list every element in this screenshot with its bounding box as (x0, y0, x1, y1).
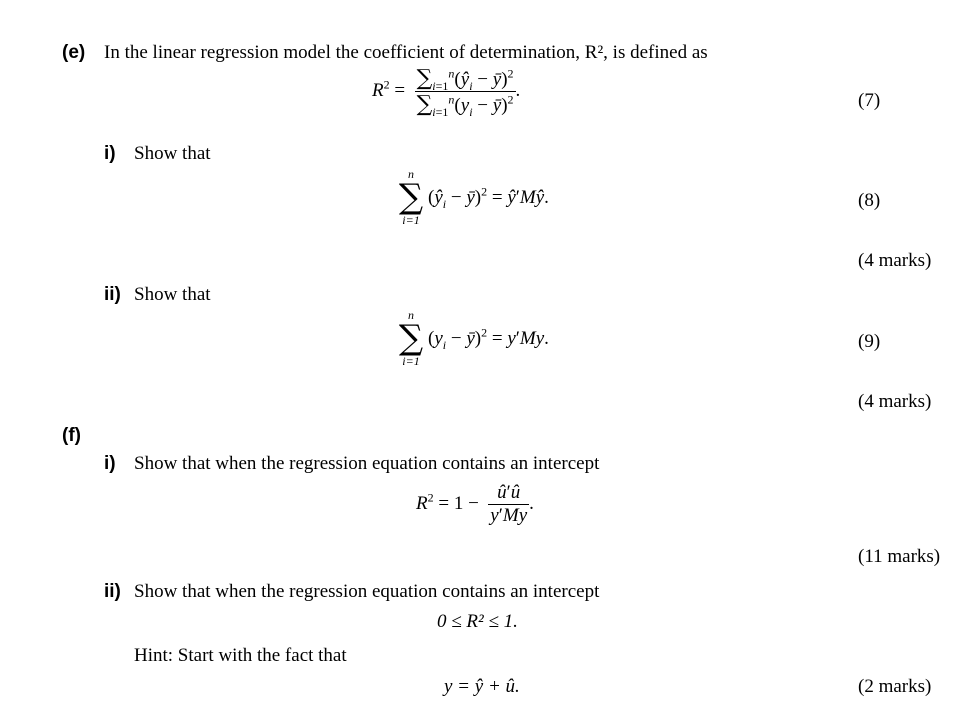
sum-block-9: n ∑ i=1 (398, 308, 424, 368)
part-f-ii-label: ii) (104, 581, 121, 602)
part-f-i-label: i) (104, 453, 116, 474)
part-e-ii-label: ii) (104, 284, 121, 305)
sum-block-8: n ∑ i=1 (398, 167, 424, 227)
equation-number-9: (9) (858, 331, 881, 352)
equation-number-7: (7) (858, 90, 881, 111)
part-e-i-label: i) (104, 143, 116, 164)
equation-9: ($y_i$ − ȳ)$^2$ = y′My. (428, 325, 549, 352)
equation-number-8: (8) (858, 190, 881, 211)
marks-f-i: (11 marks) (858, 546, 941, 567)
r-squared-bounds: 0 ≤ R² ≤ 1. (437, 611, 518, 632)
residual-fraction: $\frac{û'û}{y'My}$ (490, 482, 528, 526)
marks-f-ii: (2 marks) (858, 676, 932, 697)
r-squared-intercept-equation: $R^2 = 1$ − $\frac{û'û}{y'My}$ . (416, 482, 534, 526)
hint-text: Hint: Start with the fact that (134, 645, 347, 666)
marks-e-i: (4 marks) (858, 250, 932, 271)
r-squared-fraction: $\frac{\sum_{i=1}^n(ŷ_i - ȳ)^2}{\sum_{i=1}^n(y_i - ȳ)^2}$ (416, 66, 514, 119)
part-e-ii-text: Show that (134, 284, 211, 305)
part-e-i-text: Show that (134, 143, 211, 164)
part-e-label: (e) (62, 42, 86, 63)
r-squared-definition: $R^2$ = $\frac{\sum_{i=1}^n(ŷ_i - ȳ)^2}{\sum_{i=1}^n(y_i - ȳ)^2}$ . (372, 66, 521, 119)
part-e-intro: In the linear regression model the coefficient of determination, R², is defined as (104, 42, 708, 63)
hint-equation: y = ŷ + û. (444, 676, 520, 697)
marks-e-ii: (4 marks) (858, 391, 932, 412)
part-f-i-text: Show that when the regression equation contains an intercept (134, 453, 600, 474)
equation-8: ($ŷ_i$ − ȳ)$^2$ = ŷ′Mŷ. (428, 184, 549, 211)
part-f-label: (f) (62, 425, 81, 446)
part-f-ii-text: Show that when the regression equation contains an intercept (134, 581, 600, 602)
